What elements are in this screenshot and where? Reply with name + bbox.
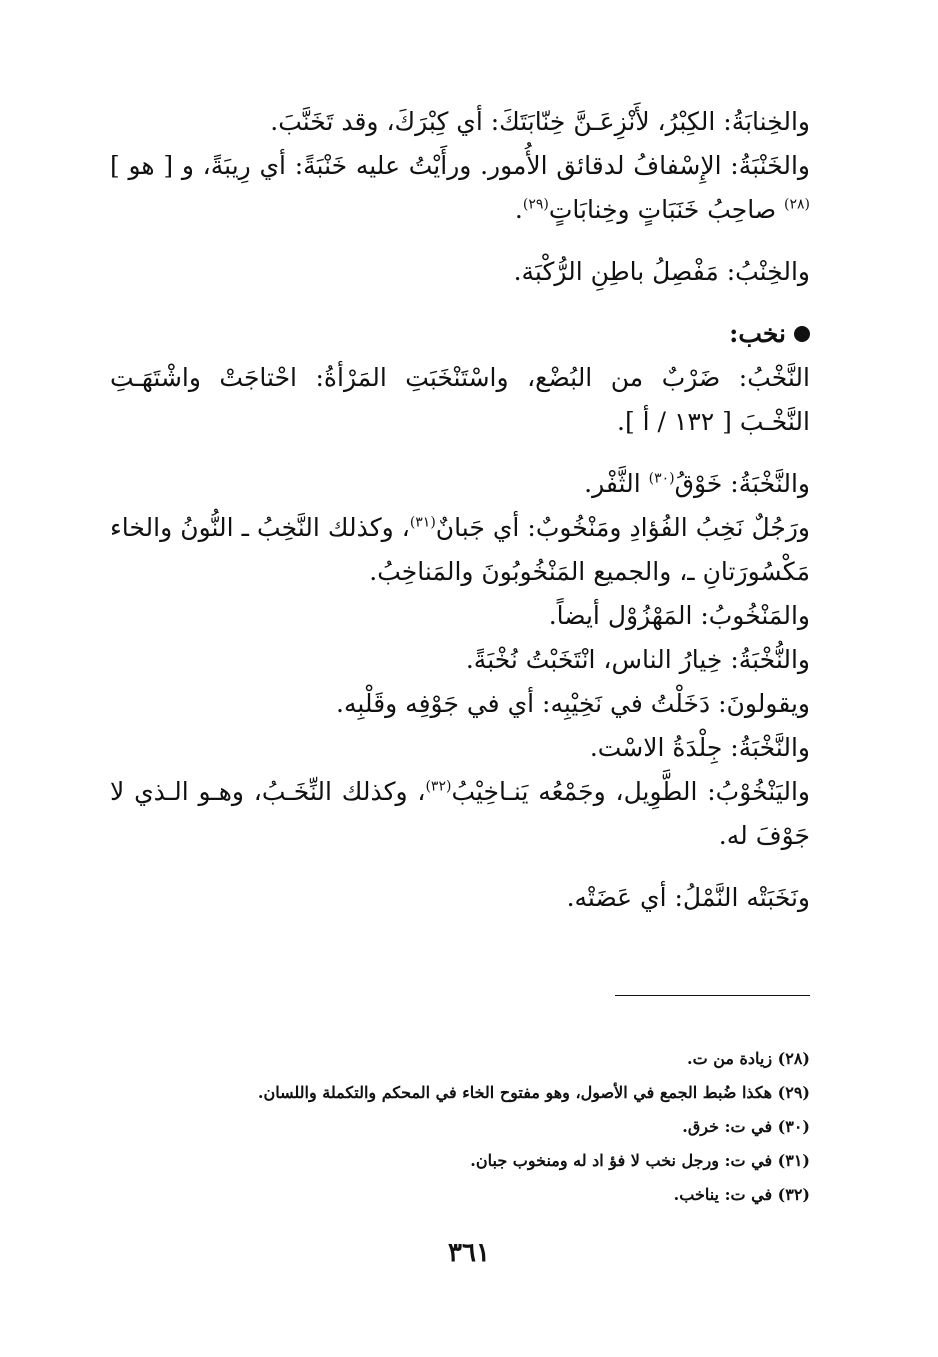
footnote-31: (٣١) في ت: ورجل نخب لا فؤ اد له ومنخوب جبان. — [470, 1151, 810, 1170]
paragraph-text: ونَخَبَتْه النَّمْلُ: أي عَضَتْه. — [566, 883, 810, 912]
footnote-29: (٢٩) هكذا ضُبط الجمع في الأصول، وهو مفتوح الخاء في المحكم والتكملة واللسان. — [257, 1083, 810, 1102]
paragraph-khinb — [110, 250, 810, 294]
paragraph-nukhba — [110, 638, 810, 682]
paragraph-nakhb — [110, 356, 810, 444]
paragraph-text: ، وكذلك النَّخِبُ ـ النُّونُ والخاء مَكْسُورَتانِ ـ، والجميع المَنْخُوبُونَ والمَناخِبُ. — [110, 513, 810, 586]
paragraph-text: ، وكذلك النِّخَـبُ، وهـو الـذي لا جَوْفَ له. — [110, 777, 810, 850]
paragraph-text: والخِنْبُ: مَفْصِلُ باطِنِ الرُّكْبَة. — [513, 257, 810, 286]
paragraph-text: النَّخْبُ: ضَرْبٌ من البُضْع، واسْتَنْخَبَتِ المَرْأةُ: احْتاجَتْ واشْتَهَـتِ النَّخْـبَ [ ١٣٢ / أ ]. — [110, 363, 810, 436]
entry-heading-text: نخب: — [729, 319, 786, 348]
footnotes — [170, 1042, 810, 1212]
paragraph-text: . — [514, 195, 523, 224]
paragraph-text: صاحِبُ خَنَبَاتٍ وخِنابَاتٍ — [548, 195, 785, 224]
paragraph-text: ويقولونَ: دَخَلْتُ في نَخِيْبِه: أي في جَوْفِه وقَلْبِه. — [336, 689, 810, 718]
bullet-icon — [794, 326, 810, 342]
paragraph-khanba — [110, 144, 810, 232]
paragraph-mankhub — [110, 594, 810, 638]
paragraph-nakhba-thafr — [110, 462, 810, 506]
footnote-divider — [615, 995, 810, 996]
entry-heading-nakhaba — [110, 312, 810, 356]
paragraph-nakhba-jilda — [110, 726, 810, 770]
paragraph-text: والمَنْخُوبُ: المَهْزُوْل أيضاً. — [548, 601, 810, 630]
paragraph-text: ورَجُلٌ نَخِبُ الفُؤادِ ومَنْخُوبٌ: أي جَبانٌ — [435, 513, 810, 542]
footnote-ref-29: (٢٩) — [522, 196, 549, 213]
footnote-ref-28: (٢٨) — [784, 196, 810, 213]
paragraph-text: والخَنْبَةُ: الإِسْفافُ لدقائق الأُمور. ورأَيْتُ عليه خَنْبَةً: أي رِيبَةً، و [ هو ] — [110, 151, 810, 180]
paragraph-text: والنُّخْبَةُ: خِيارُ الناس، انْتَخَبْتُ نُخْبَةً. — [465, 645, 810, 674]
footnote-28: (٢٨) زيادة من ت. — [687, 1049, 810, 1068]
footnote-ref-30: (٣٠) — [648, 470, 675, 487]
paragraph-text: والنَّخْبَةُ: جِلْدَةُ الاسْت. — [589, 733, 810, 762]
paragraph-text: الثَّفْر. — [584, 469, 649, 498]
paragraph-text: والخِنابَةُ: الكِبْرُ، لأَنْزِعَـنَّ خِنّابَتَكَ: أي كِبْرَكَ، وقد تَخَنَّبَ. — [270, 107, 810, 136]
main-text — [110, 100, 810, 920]
paragraph-namla — [110, 876, 810, 920]
page-number: ٣٦١ — [448, 1238, 490, 1268]
footnote-32: (٣٢) في ت: يناخب. — [673, 1185, 810, 1204]
paragraph-text: واليَنْخُوْبُ: الطَّوِيل، وجَمْعُه يَنـاخِيْبُ — [451, 777, 810, 806]
paragraph-yankhub — [110, 770, 810, 858]
paragraph-khinaba — [110, 100, 810, 144]
footnote-30: (٣٠) في ت: خرق. — [682, 1117, 810, 1136]
footnote-ref-31: (٣١) — [409, 514, 436, 531]
paragraph-rajul-nakhib — [110, 506, 810, 594]
paragraph-text: والنَّخْبَةُ: خَوْقُ — [674, 469, 810, 498]
footnote-ref-32: (٣٢) — [425, 778, 452, 795]
paragraph-nakhib — [110, 682, 810, 726]
